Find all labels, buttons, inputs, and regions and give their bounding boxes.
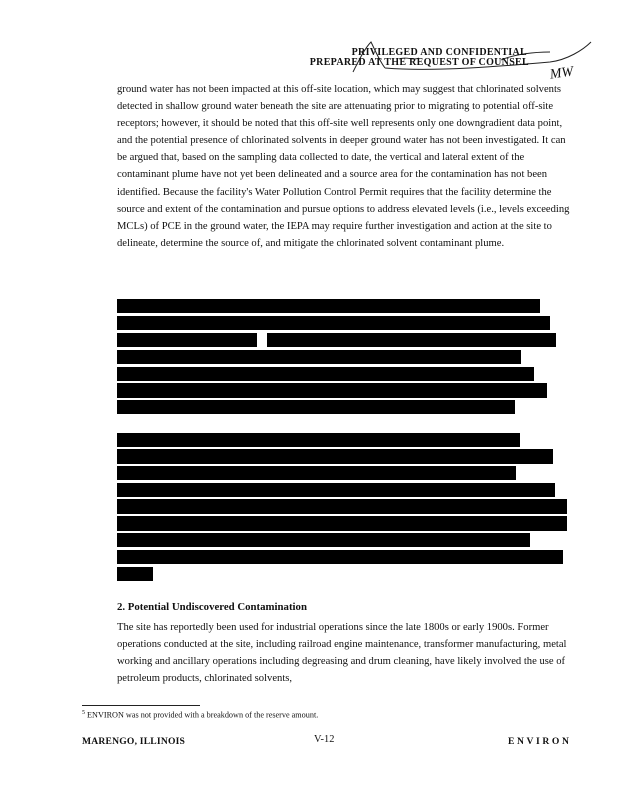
footnote-divider [82, 705, 200, 706]
page-number: V-12 [314, 734, 335, 745]
redaction-bar [117, 367, 534, 381]
redaction-bar [117, 383, 547, 398]
redaction-bar [117, 449, 553, 464]
footnote-text: ENVIRON was not provided with a breakdown of the reserve amount. [87, 710, 319, 720]
redaction-bar [117, 567, 153, 581]
redaction-bar [117, 350, 521, 364]
body-paragraph-2: The site has reportedly been used for industrial operations since the late 1800s or early 1900s. Former operations conducted at the site, including railroad engine maintenance, transformer manufacturing, metal working and ancillary operations including degreasing and drum cleaning, have likely involved the use of petroleum products, chlorinated solvents, [117, 622, 567, 685]
section-heading: 2. Potential Undiscovered Contamination [117, 601, 307, 613]
footer-location: MARENGO, ILLINOIS [82, 736, 186, 747]
footer-company: ENVIRON [508, 736, 572, 747]
redaction-bar [117, 400, 515, 414]
redaction-bar [117, 483, 555, 497]
redaction-bar [117, 299, 540, 313]
stamp-privileged-text: PRIVILEGED AND CONFIDENTIAL [351, 47, 527, 58]
privileged-stamp [309, 38, 595, 86]
redaction-bar [117, 533, 530, 547]
footnote-marker: 5 [82, 710, 85, 716]
redaction-bar [117, 516, 567, 531]
redaction-bar [117, 499, 567, 514]
redaction-bar [117, 333, 257, 347]
footnote [82, 710, 318, 720]
body-paragraph-1: ground water has not been impacted at this off-site location, which may suggest that chlorinated solvents detected in shallow ground water beneath the site are attenuating prior to migrating to potential off-site receptors; however, it should be noted that this off-site well represents only one downgradient data point, and the potential presence of chlorinated solvents in deeper ground water has not been investigated. It can be argued that, based on the sampling data collected to date, the vertical and lateral extent of the contaminant plume have not yet been delineated and a source area for the contamination has not been identified. Because the facility's Water Pollution Control Permit requires that the facility determine the source and extent of the contamination and pursue options to address elevated levels (i.e., levels exceeding MCLs) of PCE in the ground water, the IEPA may require further investigation and action at the site to delineate, determine the source of, and mitigate the chlorinated solvent contaminant plume. [117, 84, 570, 249]
redaction-bar [117, 433, 520, 447]
stamp-prepared-text: PREPARED AT THE REQUEST OF COUNSEL [309, 57, 529, 68]
redaction-bar [117, 550, 563, 564]
redaction-bar [117, 316, 550, 330]
redaction-bar [117, 466, 516, 480]
handwritten-initials: MW [548, 64, 574, 83]
redaction-bar [267, 333, 556, 347]
